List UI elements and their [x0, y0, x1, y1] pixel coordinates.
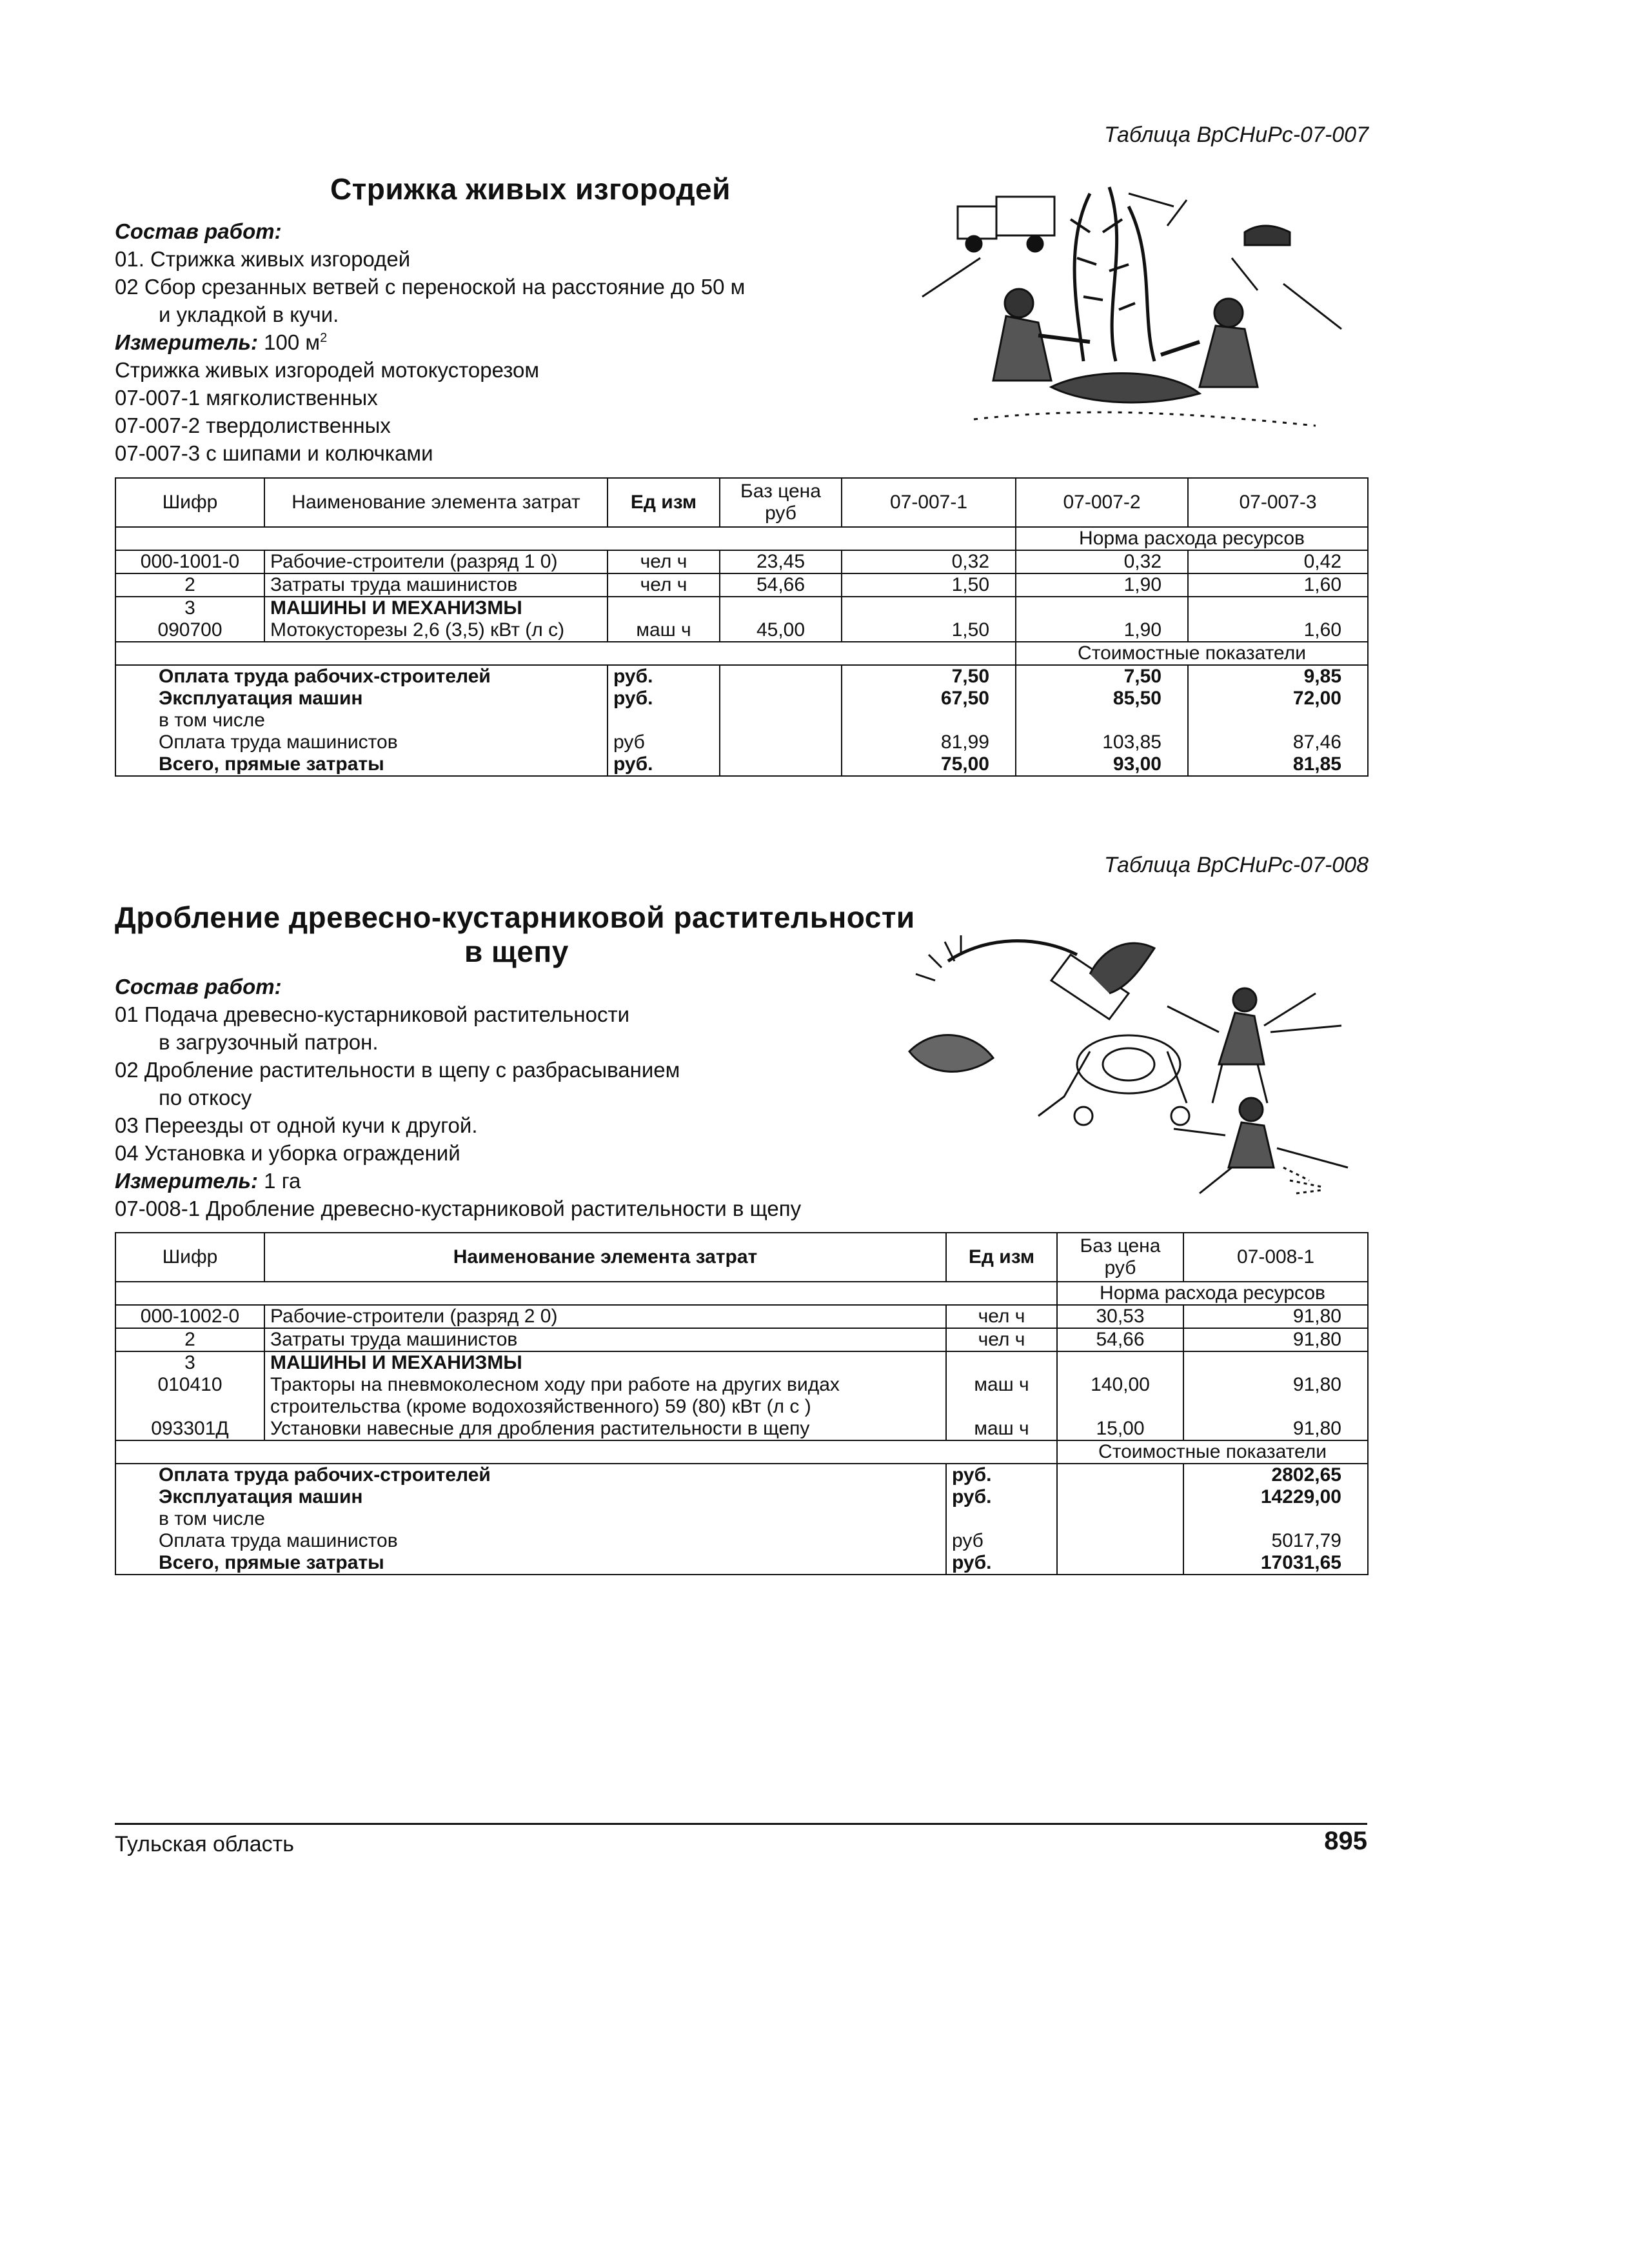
cost-name: Оплата труда рабочих-строителей [115, 665, 608, 688]
cell-price: 54,66 [720, 573, 842, 597]
norm-header: Норма расхода ресурсов [1016, 527, 1368, 550]
cost-row [115, 710, 1368, 731]
norm-header: Норма расхода ресурсов [1057, 1282, 1368, 1305]
section-header-row [115, 1440, 1368, 1464]
cell-value: 1,90 [1016, 573, 1188, 597]
cell-price: 54,66 [1057, 1328, 1183, 1351]
cost-name: Эксплуатация машин [115, 688, 608, 710]
cost-unit: руб. [946, 1486, 1057, 1508]
cost-value: 14229,00 [1183, 1486, 1368, 1508]
header-cell: 07-007-1 [842, 478, 1016, 527]
table1-title: Стрижка живых изгородей [330, 172, 731, 206]
cell-unit: маш ч [608, 619, 720, 642]
header-cell: Шифр [115, 478, 264, 527]
cell-price: 140,00 [1057, 1374, 1183, 1396]
cell-code: 2 [115, 1328, 264, 1351]
cost-row [115, 1508, 1368, 1530]
cell-value: 91,80 [1183, 1374, 1368, 1396]
cost-value: 5017,79 [1183, 1530, 1368, 1552]
variant-item: 07-007-3 с шипами и колючками [115, 441, 433, 465]
cell-code: 090700 [115, 619, 264, 642]
cell-value: 91,80 [1183, 1328, 1368, 1351]
work-item: 04 Установка и уборка ограждений [115, 1141, 460, 1165]
cell-name: Установки навесные для дробления растительности в щепу [264, 1418, 946, 1440]
cost-unit: руб. [946, 1552, 1057, 1575]
cost-name: Всего, прямые затраты [115, 753, 608, 776]
table-row [115, 1351, 1368, 1374]
work-item: по откосу [159, 1086, 252, 1109]
table1-work-block [115, 217, 745, 467]
footer-region: Тульская область [115, 1832, 294, 1856]
cost-value: 85,50 [1016, 688, 1188, 710]
header-cell: Баз цена руб [1057, 1233, 1183, 1282]
cell-unit: чел ч [608, 573, 720, 597]
cell-value: 91,80 [1183, 1418, 1368, 1440]
cell-name: строительства (кроме водохозяйственного) 59 (80) кВт (л с ) [264, 1396, 946, 1418]
work-item: 02 Дробление растительности в щепу с разбрасыванием [115, 1058, 680, 1082]
table-header-row [115, 478, 1368, 527]
cost-row [115, 688, 1368, 710]
cost-value: 72,00 [1188, 688, 1368, 710]
meter: Измеритель: 100 $м^2$ [115, 330, 328, 354]
cost-row [115, 1552, 1368, 1575]
table-row [115, 1374, 1368, 1396]
variant-item: 07-008-1 Дробление древесно-кустарниковой растительности в щепу [115, 1197, 802, 1220]
cost-row [115, 665, 1368, 688]
page-number: 895 [1324, 1827, 1367, 1855]
cost-value: 75,00 [842, 753, 1016, 776]
work-item: 02 Сбор срезанных ветвей с переноской на расстояние до 50 м [115, 275, 746, 299]
cell-code: 010410 [115, 1374, 264, 1396]
work-item: в загрузочный патрон. [159, 1030, 379, 1054]
section-header-row [115, 642, 1368, 665]
cell-unit: чел ч [946, 1328, 1057, 1351]
cell-unit: маш ч [946, 1374, 1057, 1396]
cell-code: 000-1002-0 [115, 1305, 264, 1328]
cell-price: 30,53 [1057, 1305, 1183, 1328]
table-row [115, 1328, 1368, 1351]
cell-value: 1,60 [1188, 619, 1368, 642]
cell-price: 45,00 [720, 619, 842, 642]
cell-name: Рабочие-строители (разряд 2 0) [264, 1305, 946, 1328]
cell-name: МАШИНЫ И МЕХАНИЗМЫ [264, 1351, 946, 1374]
cell-value: 91,80 [1183, 1305, 1368, 1328]
cell-code: 3 [115, 597, 264, 619]
cell-value: 0,32 [1016, 550, 1188, 573]
cost-name: Всего, прямые затраты [115, 1552, 946, 1575]
cost-name: Оплата труда машинистов [115, 1530, 946, 1552]
hedge-trimming-illustration [896, 168, 1374, 452]
cell-name: Тракторы на пневмоколесном ходу при работе на других видах [264, 1374, 946, 1396]
cell-code: 2 [115, 573, 264, 597]
cost-value: 17031,65 [1183, 1552, 1368, 1575]
table-row [115, 573, 1368, 597]
cost-value: 7,50 [1016, 665, 1188, 688]
cost-value: 67,50 [842, 688, 1016, 710]
work-item: 01 Подача древесно-кустарниковой растительности [115, 1002, 630, 1026]
table2 [115, 1232, 1369, 1575]
cost-unit: руб [608, 731, 720, 753]
cell-unit: чел ч [608, 550, 720, 573]
cell-code: 093301Д [115, 1418, 264, 1440]
cost-name: Эксплуатация машин [115, 1486, 946, 1508]
table-row [115, 1396, 1368, 1418]
wood-chipper-illustration [896, 922, 1374, 1213]
cell-value: 1,50 [842, 619, 1016, 642]
composition-label: Состав работ: [115, 219, 282, 243]
cell-name: Затраты труда машинистов [264, 1328, 946, 1351]
header-cell: Наименование элемента затрат [264, 478, 608, 527]
table1 [115, 477, 1369, 777]
cell-code: 3 [115, 1351, 264, 1374]
table-row [115, 550, 1368, 573]
cost-header: Стоимостные показатели [1057, 1440, 1368, 1464]
cell-code [115, 1396, 264, 1418]
table2-work-block [115, 973, 801, 1222]
table2-caption: Таблица ВрСНиРс-07-008 [1103, 853, 1369, 877]
cell-price: 23,45 [720, 550, 842, 573]
cell-value: 0,42 [1188, 550, 1368, 573]
cost-name: Оплата труда рабочих-строителей [115, 1464, 946, 1486]
cell-name: Затраты труда машинистов [264, 573, 608, 597]
cost-unit: руб. [608, 665, 720, 688]
header-cell: Ед изм [946, 1233, 1057, 1282]
cell-value: 1,60 [1188, 573, 1368, 597]
cost-value: 2802,65 [1183, 1464, 1368, 1486]
cost-value: 103,85 [1016, 731, 1188, 753]
cell-price: 15,00 [1057, 1418, 1183, 1440]
cost-row [115, 1464, 1368, 1486]
composition-label: Состав работ: [115, 975, 282, 999]
section-header-row [115, 1282, 1368, 1305]
header-cell: Баз цена руб [720, 478, 842, 527]
cost-value: 87,46 [1188, 731, 1368, 753]
table-header-row [115, 1233, 1368, 1282]
work-item: и укладкой в кучи. [159, 303, 339, 326]
variant-item: 07-007-2 твердолиственных [115, 413, 391, 437]
meter: Измеритель: 1 га [115, 1169, 301, 1193]
cost-value: 93,00 [1016, 753, 1188, 776]
table-row [115, 597, 1368, 619]
header-cell: Шифр [115, 1233, 264, 1282]
cost-row [115, 753, 1368, 776]
work-item: 01. Стрижка живых изгородей [115, 247, 411, 271]
header-cell: Ед изм [608, 478, 720, 527]
table2-title-line2: в щепу [464, 935, 569, 968]
header-cell: Наименование элемента затрат [264, 1233, 946, 1282]
cell-unit: маш ч [946, 1418, 1057, 1440]
cost-unit: руб [946, 1530, 1057, 1552]
cell-value: 1,50 [842, 573, 1016, 597]
header-cell: 07-007-2 [1016, 478, 1188, 527]
header-cell: 07-007-3 [1188, 478, 1368, 527]
section-header-row [115, 527, 1368, 550]
cell-code: 000-1001-0 [115, 550, 264, 573]
cost-row [115, 1486, 1368, 1508]
header-cell: 07-008-1 [1183, 1233, 1368, 1282]
cost-value: 9,85 [1188, 665, 1368, 688]
cell-name: Мотокусторезы 2,6 (3,5) кВт (л с) [264, 619, 608, 642]
cost-name: в том числе [115, 710, 608, 731]
work-item: 03 Переезды от одной кучи к другой. [115, 1113, 478, 1137]
table-row [115, 619, 1368, 642]
table1-caption: Таблица ВрСНиРс-07-007 [1103, 123, 1369, 147]
cell-name: МАШИНЫ И МЕХАНИЗМЫ [264, 597, 608, 619]
cost-value: 81,85 [1188, 753, 1368, 776]
cost-unit: руб. [608, 688, 720, 710]
cost-value: 7,50 [842, 665, 1016, 688]
table-row [115, 1305, 1368, 1328]
cost-name: Оплата труда машинистов [115, 731, 608, 753]
cost-value: 81,99 [842, 731, 1016, 753]
cost-unit: руб. [608, 753, 720, 776]
subtitle: Стрижка живых изгородей мотокусторезом [115, 358, 540, 382]
cell-unit: чел ч [946, 1305, 1057, 1328]
variant-item: 07-007-1 мягколиственных [115, 386, 378, 410]
table-row [115, 1418, 1368, 1440]
cost-row [115, 731, 1368, 753]
cost-unit: руб. [946, 1464, 1057, 1486]
cost-name: в том числе [115, 1508, 946, 1530]
cell-value: 0,32 [842, 550, 1016, 573]
cell-value: 1,90 [1016, 619, 1188, 642]
cell-name: Рабочие-строители (разряд 1 0) [264, 550, 608, 573]
table2-title: Дробление древесно-кустарниковой растительности [115, 900, 915, 934]
footer-divider [115, 1823, 1367, 1825]
cost-header: Стоимостные показатели [1016, 642, 1368, 665]
cost-row [115, 1530, 1368, 1552]
